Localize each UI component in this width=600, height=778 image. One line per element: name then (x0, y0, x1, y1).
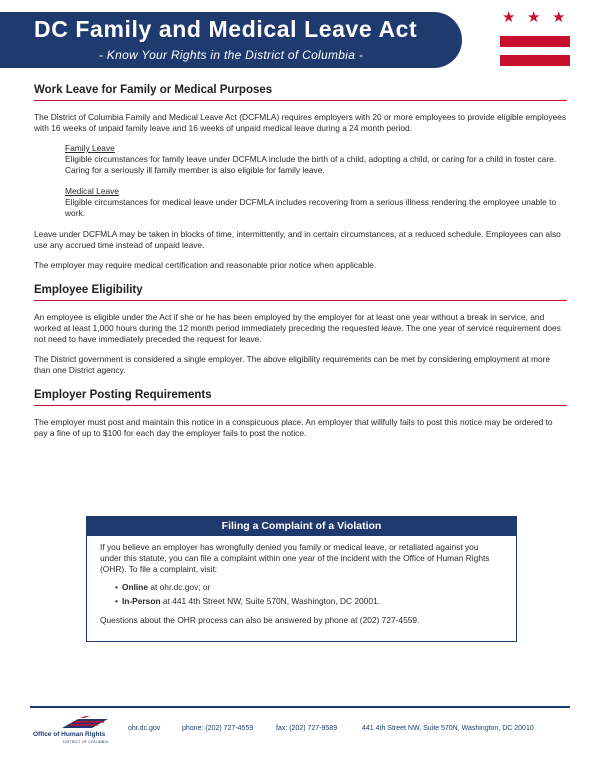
header-banner (0, 12, 462, 68)
family-leave-title: Family Leave (65, 143, 115, 153)
ohr-logo-icon (60, 716, 110, 730)
page-subtitle: - Know Your Rights in the District of Columbia - (98, 48, 364, 62)
section-heading-work-leave: Work Leave for Family or Medical Purposes (34, 83, 567, 101)
section-heading-eligibility: Employee Eligibility (34, 283, 567, 301)
online-text: at ohr.dc.gov; or (148, 582, 211, 592)
inperson-text: at 441 4th Street NW, Suite 570N, Washington, DC 20001. (160, 596, 380, 606)
dc-flag-icon: ★ ★ ★ (500, 14, 570, 68)
complaint-option-online (115, 582, 502, 593)
footer-address: 441 4th Street NW, Suite 570N, Washington, DC 20010 (362, 725, 534, 732)
footer-fax: fax: (202) 727-9589 (276, 725, 338, 732)
complaint-body (87, 536, 516, 626)
medical-leave-block (65, 186, 567, 219)
footer-website-link[interactable]: ohr.dc.gov (128, 725, 161, 732)
complaint-intro: If you believe an employer has wrongfully denied you family or medical leave, or retaliated against you under this statute, you can file a complaint within one year of the incident with the Office of Human Rights (OHR). To file a complaint, visit: (100, 542, 490, 574)
eligibility-p2: The District government is considered a single employer. The above eligibility requirements can be met by considering employment at more than one District agency. (34, 354, 551, 375)
ohr-logo-name: Office of Human Rights (33, 731, 106, 738)
family-leave-block (65, 143, 567, 176)
posting-p1: The employer must post and maintain this notice in a conspicuous place. An employer that willfully fails to post this notice may be ordered to pay a fine of up to $100 for each day the employer fails to post the notice. (34, 417, 553, 438)
medical-leave-body: Eligible circumstances for medical leave under DCFMLA includes recovering from a serious illness rendering the employee unable to work. (65, 197, 557, 218)
online-label: Online (121, 582, 148, 592)
ohr-logo-subtitle: DISTRICT OF COLUMBIA (63, 740, 109, 744)
eligibility-p1: An employee is eligible under the Act if she or he has been employed by the employer for at least one year without a break in service, and worked at least 1,000 hours during the 12 month period immediately preceding the requested leave. The one year of service requirement does not need to have immediately preceded the request for leave. (34, 312, 561, 344)
complaint-options-list (115, 582, 502, 607)
page-title: DC Family and Medical Leave Act (34, 16, 418, 42)
main-content (34, 83, 567, 448)
complaint-phone-note: Questions about the OHR process can also be answered by phone at (202) 727-4559. (100, 615, 420, 625)
footer-divider (30, 706, 570, 708)
ohr-logo (30, 716, 118, 746)
work-leave-intro: The District of Columbia Family and Medical Leave Act (DCFMLA) requires employers with 20 or more employees to provide eligible employees with 16 weeks of unpaid family leave and 16 weeks of unpaid medical leave during a 24 month period. (34, 112, 567, 133)
medical-leave-title: Medical Leave (65, 186, 120, 196)
section-heading-posting: Employer Posting Requirements (34, 388, 567, 406)
footer (30, 716, 570, 746)
family-leave-body: Eligible circumstances for family leave under DCFMLA include the birth of a child, adopting a child, or caring for a child in foster care. Caring for a seriously ill family member is also eligible for family leave. (65, 154, 557, 175)
certification-text: The employer may require medical certification and reasonable prior notice when applicable. (34, 260, 377, 270)
footer-phone: phone: (202) 727-4559 (182, 725, 254, 732)
complaint-heading: Filing a Complaint of a Violation (87, 517, 516, 536)
complaint-box (86, 516, 517, 642)
inperson-label: In-Person (121, 596, 161, 606)
complaint-option-inperson (115, 596, 502, 607)
leave-blocks-text: Leave under DCFMLA may be taken in blocks of time, intermittently, and in certain circumstances, at a reduced schedule. Employees can also use any accrued time instead of unpaid leave. (34, 229, 561, 250)
